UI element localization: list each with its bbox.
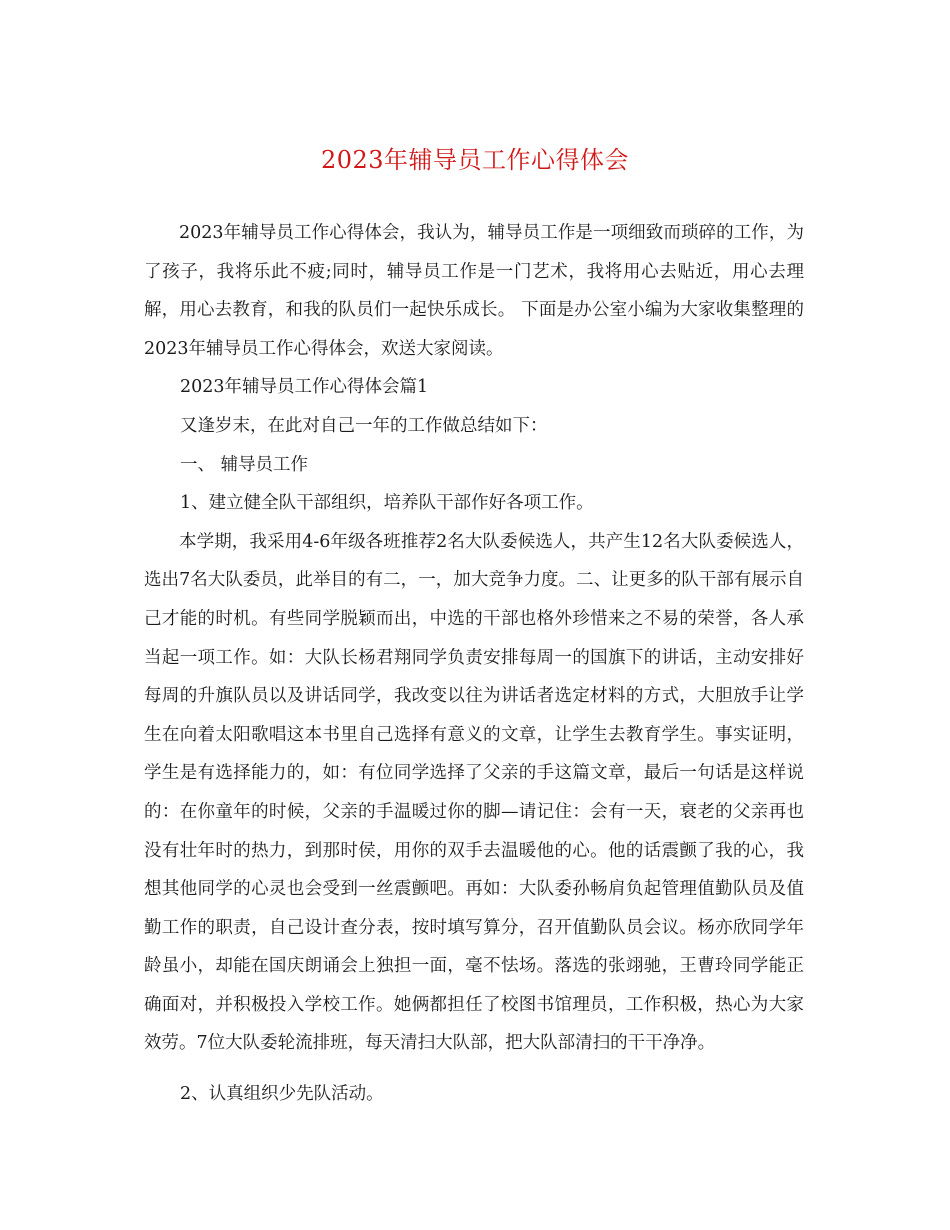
part-heading: 一、 辅导员工作: [180, 454, 309, 475]
item-heading-1: 1、建立健全队干部组织，培养队干部作好各项工作。: [180, 493, 594, 514]
item-heading-2: 2、认真组织少先队活动。: [180, 1084, 384, 1105]
summary-intro: 又逢岁末，在此对自己一年的工作做总结如下：: [180, 415, 548, 436]
body-paragraph: 本学期，我采用4-6年级各班推荐2名大队委候选人，共产生12名大队委候选人，选出7名大队委员，此举目的有二，一，加大竞争力度。二、让更多的队干部有展示自己才能的时机。有些同学脱颖而出，中选的干部也格外珍惜来之不易的荣誉，各人承当起一项工作。如：大队长杨君翔同学负责安排每周一的国旗下的讲话，主动安排好每周的升旗队员以及讲话同学，我改变以往为讲话者选定材料的方式，大胆放手让学生在向着太阳歌唱这本书里自己选择有意义的文章，让学生去教育学生。事实证明，学生是有选择能力的，如：有位同学选择了父亲的手这篇文章，最后一句话是这样说的：在你童年的时候，父亲的手温暖过你的脚—请记住：会有一天，衰老的父亲再也没有壮年时的热力，到那时侯，用你的双手去温暖他的心。他的话震颤了我的心，我想其他同学的心灵也会受到一丝震颤吧。再如：大队委孙畅肩负起管理值勤队员及值勤工作的职责，自己设计查分表，按时填写算分，召开值勤队员会议。杨亦欣同学年龄虽小，却能在国庆朗诵会上独担一面，毫不怯场。落选的张翊驰，王曹玲同学能正确面对，并积极投入学校工作。她俩都担任了校图书馆理员，工作积极，热心为大家效劳。7位大队委轮流排班，每天清扫大队部，把大队部清扫的干干净净。: [144, 531, 804, 1054]
document-title: 2023年辅导员工作心得体会: [320, 146, 630, 174]
intro-paragraph: 2023年辅导员工作心得体会，我认为，辅导员工作是一项细致而琐碎的工作，为了孩子，我将乐此不疲;同时，辅导员工作是一门艺术，我将用心去贴近，用心去理解，用心去教育，和我的队员们一起快乐成长。 下面是办公室小编为大家收集整理的2023年辅导员工作心得体会，欢送大家阅读。: [144, 223, 804, 359]
document-body: [144, 214, 804, 1114]
section-heading: 2023年辅导员工作心得体会篇1: [180, 377, 429, 398]
